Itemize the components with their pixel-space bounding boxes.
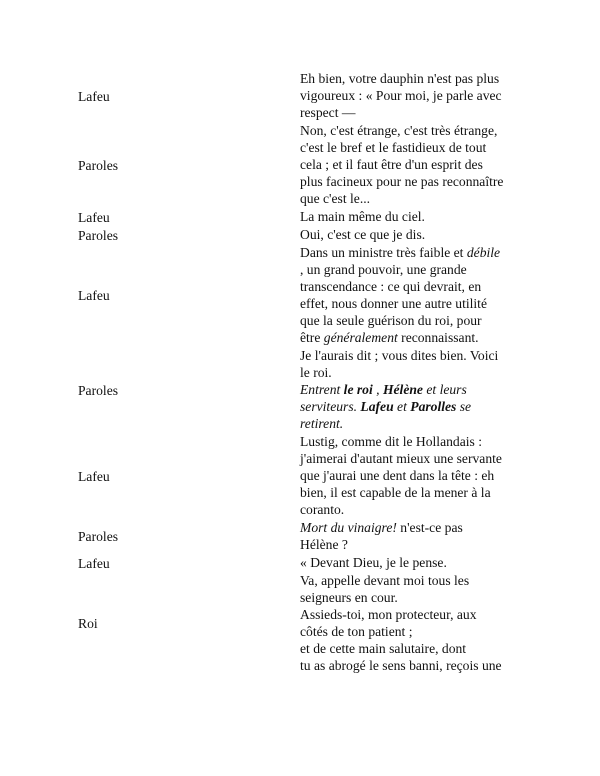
speaker-name: Lafeu [78, 555, 110, 571]
text-run: j'aimerai d'autant mieux une servante [300, 451, 502, 466]
speech-line [300, 278, 528, 295]
speech-line [300, 122, 528, 139]
italic-run: généralement [323, 330, 398, 345]
italic-run: et [393, 399, 411, 414]
speaker-name: Lafeu [78, 288, 110, 303]
text-run: Eh bien, votre dauphin n'est pas plus [300, 71, 500, 86]
text-run: Non, c'est étrange, c'est très étrange, [300, 123, 498, 138]
dialogue-row [78, 572, 528, 675]
dialogue-row [78, 226, 528, 244]
speech-line [300, 329, 528, 346]
text-run: tu as abrogé le sens banni, reçois une [300, 658, 502, 673]
text-run: reconnaissant. [397, 330, 479, 345]
speech-text [300, 347, 528, 433]
italic-run: et leurs [422, 382, 467, 397]
emphasis-wrapper [383, 382, 423, 397]
bold-italic-run: le roi [343, 382, 373, 397]
emphasis-wrapper [410, 399, 456, 414]
speech-text [300, 554, 528, 572]
speech-line [300, 572, 528, 589]
speech-line [300, 657, 528, 674]
speech-line [300, 87, 528, 104]
text-run: Va, appelle devant moi tous les [300, 573, 470, 588]
text-run: que la seule guérison du roi, pour [300, 313, 482, 328]
text-run: seigneurs en cour. [300, 590, 398, 605]
speech-line [300, 312, 528, 329]
speech-text [300, 70, 528, 122]
speaker-name: Roi [78, 616, 98, 631]
bold-italic-run: Parolles [410, 399, 457, 414]
text-run: plus facineux pour ne pas reconnaître [300, 174, 504, 189]
speech-line [300, 347, 528, 364]
speech-line [300, 156, 528, 173]
speaker-name: Paroles [78, 382, 119, 398]
emphasis-wrapper [360, 399, 393, 414]
italic-run: débile [466, 245, 501, 260]
dialogue-row [78, 244, 528, 347]
speech-line [300, 364, 528, 381]
speech-line [300, 208, 528, 225]
text-run: que j'aurai une dent dans la tête : eh [300, 468, 495, 483]
speech-line [300, 190, 528, 207]
speech-line [300, 519, 528, 536]
speaker-name: Paroles [78, 529, 119, 544]
italic-run: , [372, 382, 383, 397]
dialogue-row [78, 70, 528, 122]
italic-run: serviteurs. [300, 399, 361, 414]
speaker-name: Paroles [78, 227, 119, 243]
speech-line [300, 139, 528, 156]
speech-line [300, 415, 528, 432]
speech-text [300, 226, 528, 244]
text-run: Je l'aurais dit ; vous dites bien. Voici [300, 348, 499, 363]
dialogue-row [78, 208, 528, 226]
speech-line [300, 450, 528, 467]
text-run: le roi. [300, 365, 332, 380]
speech-line [300, 295, 528, 312]
speech-line [300, 606, 528, 623]
speech-line [300, 226, 528, 243]
text-run: et de cette main salutaire, dont [300, 641, 467, 656]
dialogue-row [78, 347, 528, 433]
italic-run: retirent. [300, 416, 344, 431]
emphasis-wrapper [344, 382, 373, 397]
dialogue-table [78, 70, 528, 675]
bold-italic-run: Hélène [382, 382, 423, 397]
italic-run: Entrent [300, 382, 344, 397]
speech-line [300, 433, 528, 450]
text-run: , un grand pouvoir, une grande [300, 262, 467, 277]
text-run: La main même du ciel. [300, 209, 425, 224]
dialogue-row [78, 519, 528, 554]
speaker-name: Lafeu [78, 88, 110, 104]
italic-run: Mort du vinaigre! [300, 520, 397, 535]
speech-line [300, 398, 528, 415]
speech-text [300, 572, 528, 675]
dialogue-body [78, 70, 528, 675]
text-run: Lustig, comme dit le Hollandais : [300, 434, 482, 449]
speech-text [300, 519, 528, 554]
speech-text [300, 244, 528, 347]
speech-line [300, 261, 528, 278]
speaker-name: Lafeu [78, 209, 110, 225]
text-run: Oui, c'est ce que je dis. [300, 227, 426, 242]
dialogue-row [78, 554, 528, 572]
text-run: « Devant Dieu, je le pense. [300, 555, 447, 570]
text-run: que c'est le... [300, 191, 371, 206]
speech-text [300, 208, 528, 226]
speaker-name: Lafeu [78, 468, 110, 484]
dialogue-row [78, 433, 528, 519]
text-run: vigoureux : « Pour moi, je parle avec [300, 88, 502, 103]
speech-line [300, 536, 528, 553]
text-run: coranto. [300, 502, 345, 517]
text-run: être [300, 330, 324, 345]
italic-run: se [456, 399, 472, 414]
speech-text [300, 122, 528, 208]
dialogue-row [78, 122, 528, 208]
speech-line [300, 501, 528, 518]
speech-line [300, 70, 528, 87]
text-run: bien, il est capable de la mener à la [300, 485, 491, 500]
speech-line [300, 173, 528, 190]
speech-line [300, 640, 528, 657]
text-run: transcendance : ce qui devrait, en [300, 279, 482, 294]
text-run: cela ; et il faut être d'un esprit des [300, 157, 483, 172]
bold-italic-run: Lafeu [360, 399, 394, 414]
speech-line [300, 467, 528, 484]
text-run: c'est le bref et le fastidieux de tout [300, 140, 487, 155]
text-run: Dans un ministre très faible et [300, 245, 467, 260]
text-run: n'est-ce pas [396, 520, 463, 535]
speech-line [300, 104, 528, 121]
speech-line [300, 554, 528, 571]
speech-line [300, 484, 528, 501]
speech-text [300, 433, 528, 519]
speech-line [300, 381, 528, 398]
text-run: respect — [300, 105, 356, 120]
speech-line [300, 589, 528, 606]
text-run: effet, nous donner une autre utilité [300, 296, 487, 311]
text-run: Hélène ? [300, 537, 348, 552]
speech-line [300, 623, 528, 640]
text-run: côtés de ton patient ; [300, 624, 413, 639]
speech-line [300, 244, 528, 261]
speaker-name: Paroles [78, 157, 119, 173]
text-run: Assieds-toi, mon protecteur, aux [300, 607, 477, 622]
